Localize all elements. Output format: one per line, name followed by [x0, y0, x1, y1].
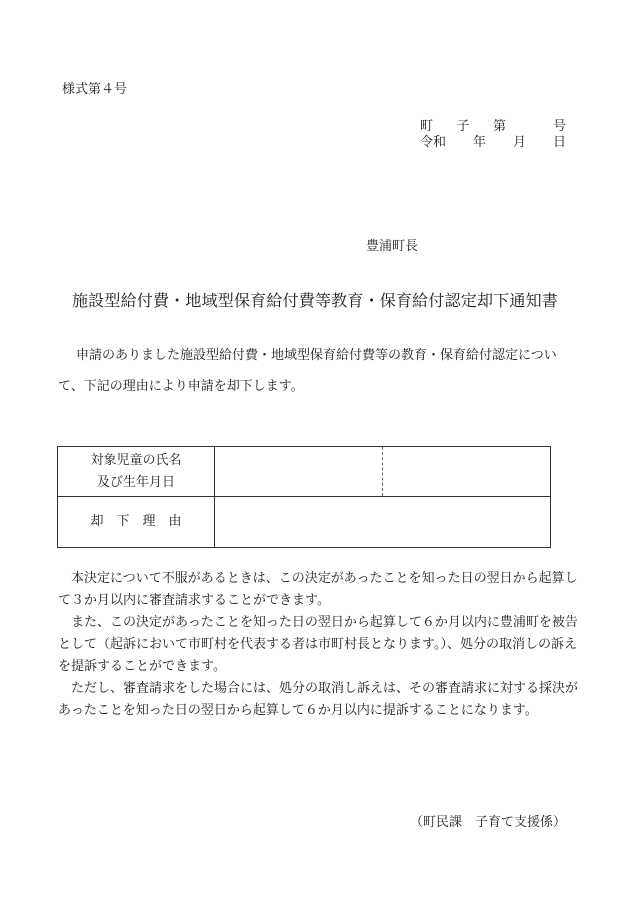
form-number: 様式第４号 [62, 82, 128, 97]
child-name-cell[interactable] [215, 447, 383, 497]
reason-cell[interactable] [215, 497, 551, 548]
doc-number-child: 子 [456, 119, 470, 134]
child-label-line1: 対象児童の氏名 [90, 452, 182, 468]
reason-label-cell: 却 下 理 由 [58, 497, 215, 548]
doc-number-go: 号 [552, 119, 566, 134]
reason-row [58, 497, 551, 548]
document-title: 施設型給付費・地域型保育給付費等教育・保育給付認定却下通知書 [71, 291, 558, 310]
note-lawsuit: また、この決定があったことを知った日の翌日から起算して６か月以内に豊浦町を被告として（起訴において市町村を代表する者は市町村長となります。）、処分の取消しの訴えを提訴することができます。 [58, 615, 578, 674]
contact-department: （町民課 子育て支援係） [409, 815, 566, 830]
doc-number-dai: 第 [493, 119, 507, 134]
birth-date-cell[interactable] [383, 447, 551, 497]
notes [58, 568, 578, 722]
issue-date [420, 131, 566, 150]
note-appeal: 本決定について不服があるときは、この決定があったことを知った日の翌日から起算して３か月以内に審査請求することができます。 [58, 571, 578, 608]
date-year: 年 [472, 135, 486, 150]
date-day: 日 [552, 135, 566, 150]
child-label-line2: 及び生年月日 [96, 474, 175, 490]
child-label-cell [58, 447, 215, 497]
child-row [58, 447, 551, 497]
note-proviso: ただし、審査請求をした場合には、処分の取消し訴えは、その審査請求に対する採決があったことを知った日の翌日から起算して６か月以内に提訴することになります。 [58, 681, 579, 718]
issuer: 豊浦町長 [366, 239, 419, 254]
date-month: 月 [512, 135, 526, 150]
record-table [57, 446, 551, 548]
doc-number-town: 町 [420, 119, 434, 134]
intro-paragraph: 申請のありました施設型給付費・地域型保育給付費等の教育・保育給付認定について、下記の理由により申請を却下します。 [58, 348, 557, 394]
date-era: 令和 [420, 135, 447, 150]
